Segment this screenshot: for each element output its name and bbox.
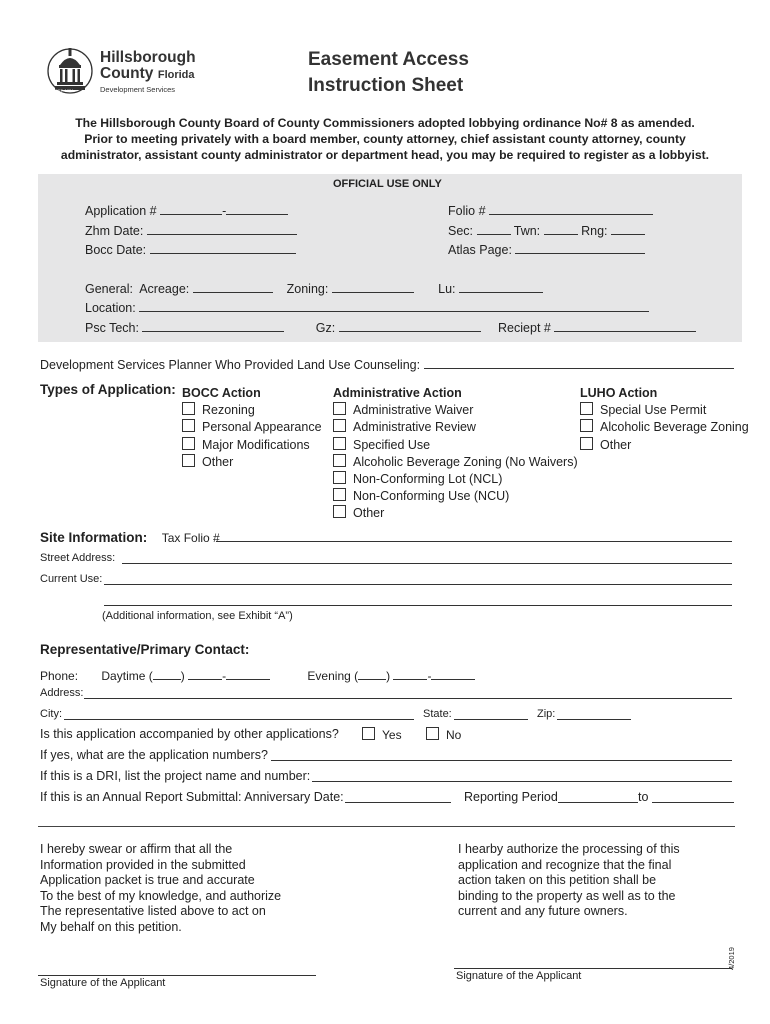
option-label: Other <box>202 454 234 469</box>
reporting-period-to-field[interactable] <box>652 802 734 803</box>
checkbox[interactable] <box>182 437 195 450</box>
representative-label: Representative/Primary Contact: <box>40 642 250 657</box>
luho-alcoholic-beverage-option[interactable] <box>580 419 749 436</box>
luho-action-group <box>580 385 749 454</box>
checkbox[interactable] <box>333 419 346 432</box>
anniversary-date-field[interactable] <box>345 802 451 803</box>
application-number-row <box>85 201 288 218</box>
option-label: Personal Appearance <box>202 420 322 435</box>
logo-county-line <box>100 65 195 83</box>
authorize-line: application and recognize that the final <box>458 857 672 872</box>
bocc-date-row <box>85 240 296 257</box>
zip-label: Zip: <box>537 708 556 720</box>
checkbox[interactable] <box>333 505 346 518</box>
non-conforming-use-option[interactable] <box>333 488 578 505</box>
admin-review-option[interactable] <box>333 419 578 436</box>
checkbox[interactable] <box>333 402 346 415</box>
page-title-line2: Instruction Sheet <box>308 75 464 96</box>
swear-line: Application packet is true and accurate <box>40 873 255 888</box>
county-logo <box>46 45 196 97</box>
reporting-to-label: to <box>638 790 649 804</box>
logo-subtitle: Development Services <box>100 85 176 94</box>
option-label: Other <box>600 437 632 452</box>
evening-dash: - <box>427 669 432 683</box>
zoning-label: Zoning: <box>286 282 329 296</box>
psc-tech-label: Psc Tech: <box>85 321 139 335</box>
option-label: Special Use Permit <box>600 403 707 418</box>
bocc-rezoning-option[interactable] <box>182 402 322 419</box>
bocc-other-option[interactable] <box>182 454 322 471</box>
checkbox[interactable] <box>182 454 195 467</box>
bocc-major-modifications-option[interactable] <box>182 437 322 454</box>
luho-action-title: LUHO Action <box>580 386 658 400</box>
site-information-label: Site Information: <box>40 530 148 545</box>
checkbox[interactable] <box>333 454 346 467</box>
lu-field[interactable] <box>459 279 543 293</box>
signature-right-label: Signature of the Applicant <box>456 970 582 982</box>
no-checkbox[interactable] <box>426 727 439 740</box>
official-use-header: OFFICIAL USE ONLY <box>333 178 442 190</box>
admin-other-option[interactable] <box>333 505 578 522</box>
logo-county: County <box>100 65 154 82</box>
current-use-label: Current Use: <box>40 573 103 585</box>
zhm-date-row <box>85 221 297 238</box>
swear-line: The representative listed above to act on <box>40 904 266 919</box>
lobbying-notice <box>40 115 730 163</box>
daytime-paren-close: ) <box>180 669 185 683</box>
authorize-line: current and any future owners. <box>458 904 628 919</box>
bocc-action-group <box>182 385 322 471</box>
authorize-line: I hearby authorize the processing of this <box>458 842 680 856</box>
state-label: State: <box>423 708 452 720</box>
swear-line: To the best of my knowledge, and authorize <box>40 888 282 903</box>
acreage-label: Acreage: <box>139 282 190 296</box>
tax-folio-field[interactable] <box>216 541 732 542</box>
bocc-action-title: BOCC Action <box>182 386 261 400</box>
option-label: Rezoning <box>202 403 255 418</box>
notice-line: Prior to meeting privately with a board member, county attorney, chief assistant county attorney, county <box>84 132 686 146</box>
option-label: Specified Use <box>353 437 431 452</box>
zoning-field[interactable] <box>332 279 414 293</box>
checkbox[interactable] <box>333 471 346 484</box>
gz-field[interactable] <box>339 318 481 332</box>
evening-prefix-field[interactable] <box>393 666 427 680</box>
atlas-page-row <box>448 240 645 257</box>
dri-field[interactable] <box>312 781 732 782</box>
option-label: Administrative Waiver <box>353 403 474 418</box>
dri-label: If this is a DRI, list the project name and number: <box>40 769 311 783</box>
sec-label: Sec: <box>448 224 474 238</box>
planner-field[interactable] <box>424 355 734 369</box>
general-row <box>85 279 543 296</box>
authorize-line: action taken on this petition shall be <box>458 873 657 888</box>
checkbox[interactable] <box>333 488 346 501</box>
signature-right-field[interactable] <box>454 968 732 969</box>
address-label: Address: <box>40 687 84 699</box>
daytime-area-code-field[interactable] <box>153 666 181 680</box>
evening-paren-close: ) <box>386 669 391 683</box>
street-address-field[interactable] <box>122 563 732 564</box>
location-label: Location: <box>85 301 136 315</box>
specified-use-option[interactable] <box>333 437 578 454</box>
daytime-number-field[interactable] <box>226 666 270 680</box>
planner-row <box>40 355 734 372</box>
location-row <box>85 298 649 315</box>
application-label: Application # <box>85 204 157 218</box>
accompanied-label: Is this application accompanied by other applications? <box>40 727 339 741</box>
twn-field[interactable] <box>544 221 578 235</box>
bocc-date-label: Bocc Date: <box>85 243 147 257</box>
page-title-line1: Easement Access <box>308 49 469 70</box>
rng-field[interactable] <box>611 221 645 235</box>
signature-left-field[interactable] <box>38 975 316 976</box>
phone-row <box>40 666 475 683</box>
application-field-part2[interactable] <box>226 201 288 215</box>
phone-label: Phone: <box>40 669 79 683</box>
luho-other-option[interactable] <box>580 437 749 454</box>
section-divider <box>38 826 735 827</box>
form-date-code: 4/2019 <box>727 947 736 970</box>
application-separator: - <box>222 204 227 218</box>
signature-left-label: Signature of the Applicant <box>40 977 166 989</box>
no-option[interactable] <box>426 727 461 742</box>
atlas-page-field[interactable] <box>515 240 645 254</box>
checkbox[interactable] <box>580 437 593 450</box>
special-use-permit-option[interactable] <box>580 402 749 419</box>
yes-checkbox[interactable] <box>362 727 375 740</box>
option-label: Non-Conforming Lot (NCL) <box>353 472 503 487</box>
daytime-dash: - <box>222 669 227 683</box>
checkbox[interactable] <box>182 419 195 432</box>
psc-tech-field[interactable] <box>142 318 284 332</box>
types-of-application-label: Types of Application: <box>40 382 176 397</box>
evening-number-field[interactable] <box>431 666 475 680</box>
option-label: Administrative Review <box>353 420 476 435</box>
alcoholic-beverage-no-waivers-option[interactable] <box>333 454 578 471</box>
bocc-date-field[interactable] <box>150 240 296 254</box>
evening-area-code-field[interactable] <box>358 666 386 680</box>
logo-hillsborough: Hillsborough <box>100 49 196 66</box>
gz-label: Gz: <box>315 321 336 335</box>
swear-line: Information provided in the submitted <box>40 857 246 872</box>
no-label: No <box>446 728 462 742</box>
zhm-date-label: Zhm Date: <box>85 224 144 238</box>
evening-label: Evening ( <box>307 669 359 683</box>
planner-label: Development Services Planner Who Provided Land Use Counseling: <box>40 358 421 372</box>
official-use-panel <box>38 174 742 342</box>
option-label: Major Modifications <box>202 437 310 452</box>
swear-line: I hereby swear or affirm that all the <box>40 842 233 856</box>
twn-label: Twn: <box>513 224 541 238</box>
rng-label: Rng: <box>581 224 608 238</box>
admin-waiver-option[interactable] <box>333 402 578 419</box>
atlas-page-label: Atlas Page: <box>448 243 512 257</box>
sec-twn-rng-row <box>448 221 645 238</box>
administrative-action-group <box>333 385 578 523</box>
checkbox[interactable] <box>182 402 195 415</box>
notice-line: The Hillsborough County Board of County Commissioners adopted lobbying ordinance No# 8 as amended. <box>75 116 695 130</box>
daytime-label: Daytime ( <box>101 669 153 683</box>
street-address-label: Street Address: <box>40 552 116 564</box>
option-label: Alcoholic Beverage Zoning (No Waivers) <box>353 454 578 469</box>
zip-field[interactable] <box>557 719 631 720</box>
if-yes-label: If yes, what are the application numbers? <box>40 748 268 762</box>
option-label: Non-Conforming Use (NCU) <box>353 489 510 504</box>
state-field[interactable] <box>454 719 528 720</box>
non-conforming-lot-option[interactable] <box>333 471 578 488</box>
city-field[interactable] <box>64 719 414 720</box>
logo-established: EST. 1834 <box>55 88 74 93</box>
authorize-line: binding to the property as well as to the <box>458 888 676 903</box>
swear-line: My behalf on this petition. <box>40 919 182 934</box>
lu-label: Lu: <box>438 282 456 296</box>
city-label: City: <box>40 708 62 720</box>
current-use-field-line2[interactable] <box>104 605 732 606</box>
reporting-period-label: Reporting Period <box>464 790 558 804</box>
location-field[interactable] <box>139 298 649 312</box>
checkbox[interactable] <box>580 402 593 415</box>
annual-report-label: If this is an Annual Report Submittal: Anniversary Date: <box>40 790 344 804</box>
address-field[interactable] <box>84 698 732 699</box>
additional-info-note: (Additional information, see Exhibit “A”) <box>102 610 293 622</box>
option-label: Alcoholic Beverage Zoning <box>600 420 749 435</box>
receipt-field[interactable] <box>554 318 696 332</box>
folio-label: Folio # <box>448 204 486 218</box>
sec-field[interactable] <box>477 221 511 235</box>
yes-option[interactable] <box>362 727 402 742</box>
swear-statement <box>40 842 281 936</box>
zhm-date-field[interactable] <box>147 221 297 235</box>
application-field-part1[interactable] <box>160 201 222 215</box>
current-use-field[interactable] <box>104 584 732 585</box>
checkbox[interactable] <box>333 437 346 450</box>
checkbox[interactable] <box>580 419 593 432</box>
reporting-period-from-field[interactable] <box>558 802 638 803</box>
administrative-action-title: Administrative Action <box>333 386 462 400</box>
authorize-statement <box>458 842 680 920</box>
bocc-personal-appearance-option[interactable] <box>182 419 322 436</box>
psc-row <box>85 318 696 335</box>
folio-field[interactable] <box>489 201 653 215</box>
folio-row <box>448 201 653 218</box>
acreage-field[interactable] <box>193 279 273 293</box>
daytime-prefix-field[interactable] <box>188 666 222 680</box>
option-label: Other <box>353 506 385 521</box>
yes-label: Yes <box>382 728 402 742</box>
logo-florida: Florida <box>157 69 195 81</box>
receipt-label: Reciept # <box>498 321 551 335</box>
site-information-row <box>40 529 220 547</box>
tax-folio-label: Tax Folio # <box>161 531 220 545</box>
general-label: General: <box>85 282 133 296</box>
application-numbers-field[interactable] <box>271 760 732 761</box>
notice-line: administrator, assistant county administrator or department head, you may be required to register as a lobbyist. <box>60 148 710 162</box>
